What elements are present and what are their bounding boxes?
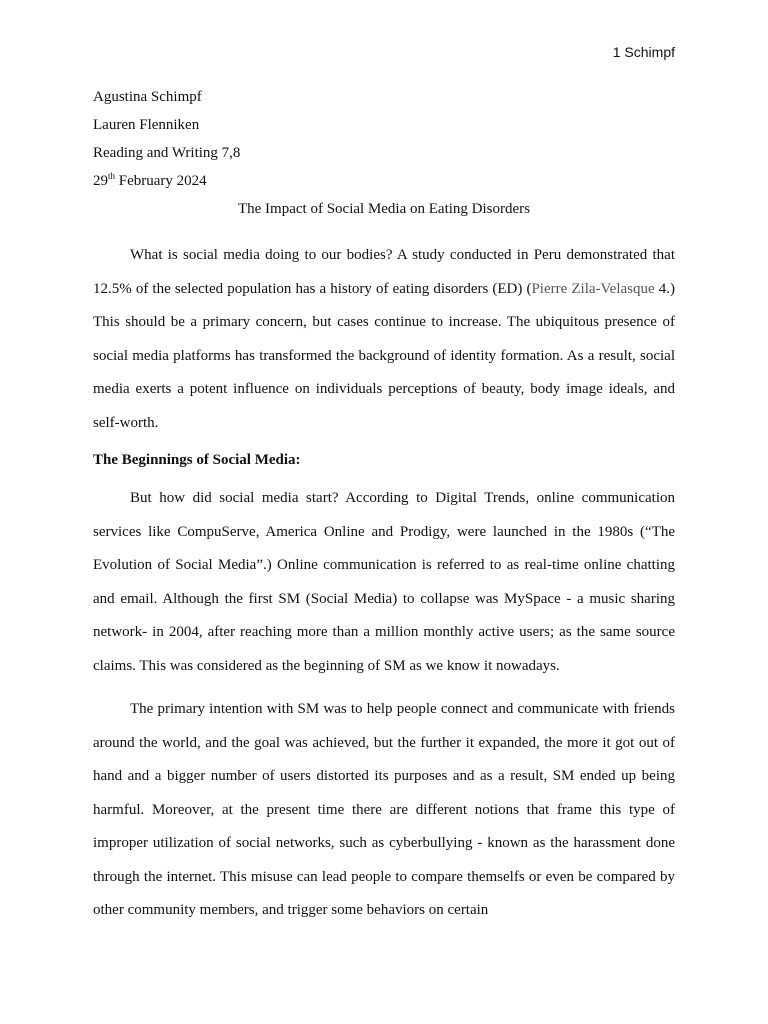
paragraph-intention: The primary intention with SM was to help people connect and communicate with friends around the world, and the goal was achieved, but the further it expanded, the more it got out of hand and a bigger number of users distorted its purposes and as a result, SM ended up being harmful. Moreover, at the present time there are different notions that frame this type of improper utilization of social networks, such as cyberbullying - known as the harassment done through the internet. This misuse can lead people to compare themselfs or even be compared by other community members, and trigger some behaviors on certain [93, 701, 675, 918]
date-day: 29 [93, 173, 108, 189]
essay-title: The Impact of Social Media on Eating Disorders [237, 201, 530, 217]
submission-date [93, 171, 675, 199]
date-month-year: February 2024 [115, 173, 207, 189]
intro-text-start: What is social media doing to our bodies? A study conducted in Peru demonstrated that 12.5% of the selected population has a history of eating disorders (ED) ( [93, 247, 675, 297]
date-suffix: th [108, 171, 116, 181]
section-heading: The Beginnings of Social Media: [93, 452, 301, 468]
course-name: Reading and Writing 7,8 [93, 145, 241, 161]
essay-body [93, 239, 675, 938]
instructor-name: Lauren Flenniken [93, 117, 200, 133]
citation-author: Pierre Zila-Velasque [531, 280, 655, 297]
intro-paragraph [93, 239, 675, 440]
running-head: 1 Schimpf [612, 44, 675, 60]
author-name: Agustina Schimpf [93, 89, 202, 105]
intro-text-end: 4.) This should be a primary concern, but cases continue to increase. The ubiquitous presence of social media platforms has transformed the background of identity formation. As a result, social media exerts a potent influence on individuals perceptions of beauty, body image ideals, and self-worth. [93, 280, 675, 431]
paragraph-beginnings: But how did social media start? According to Digital Trends, online communication services like CompuServe, America Online and Prodigy, were launched in the 1980s (“The Evolution of Social Media”.) Online communication is referred to as real-time online chatting and email. Although the first SM (Social Media) to collapse was MySpace - a music sharing network- in 2004, after reaching more than a million monthly active users; as the same source claims. This was considered as the beginning of SM as we know it nowadays. [93, 490, 675, 674]
heading-block [93, 87, 675, 229]
